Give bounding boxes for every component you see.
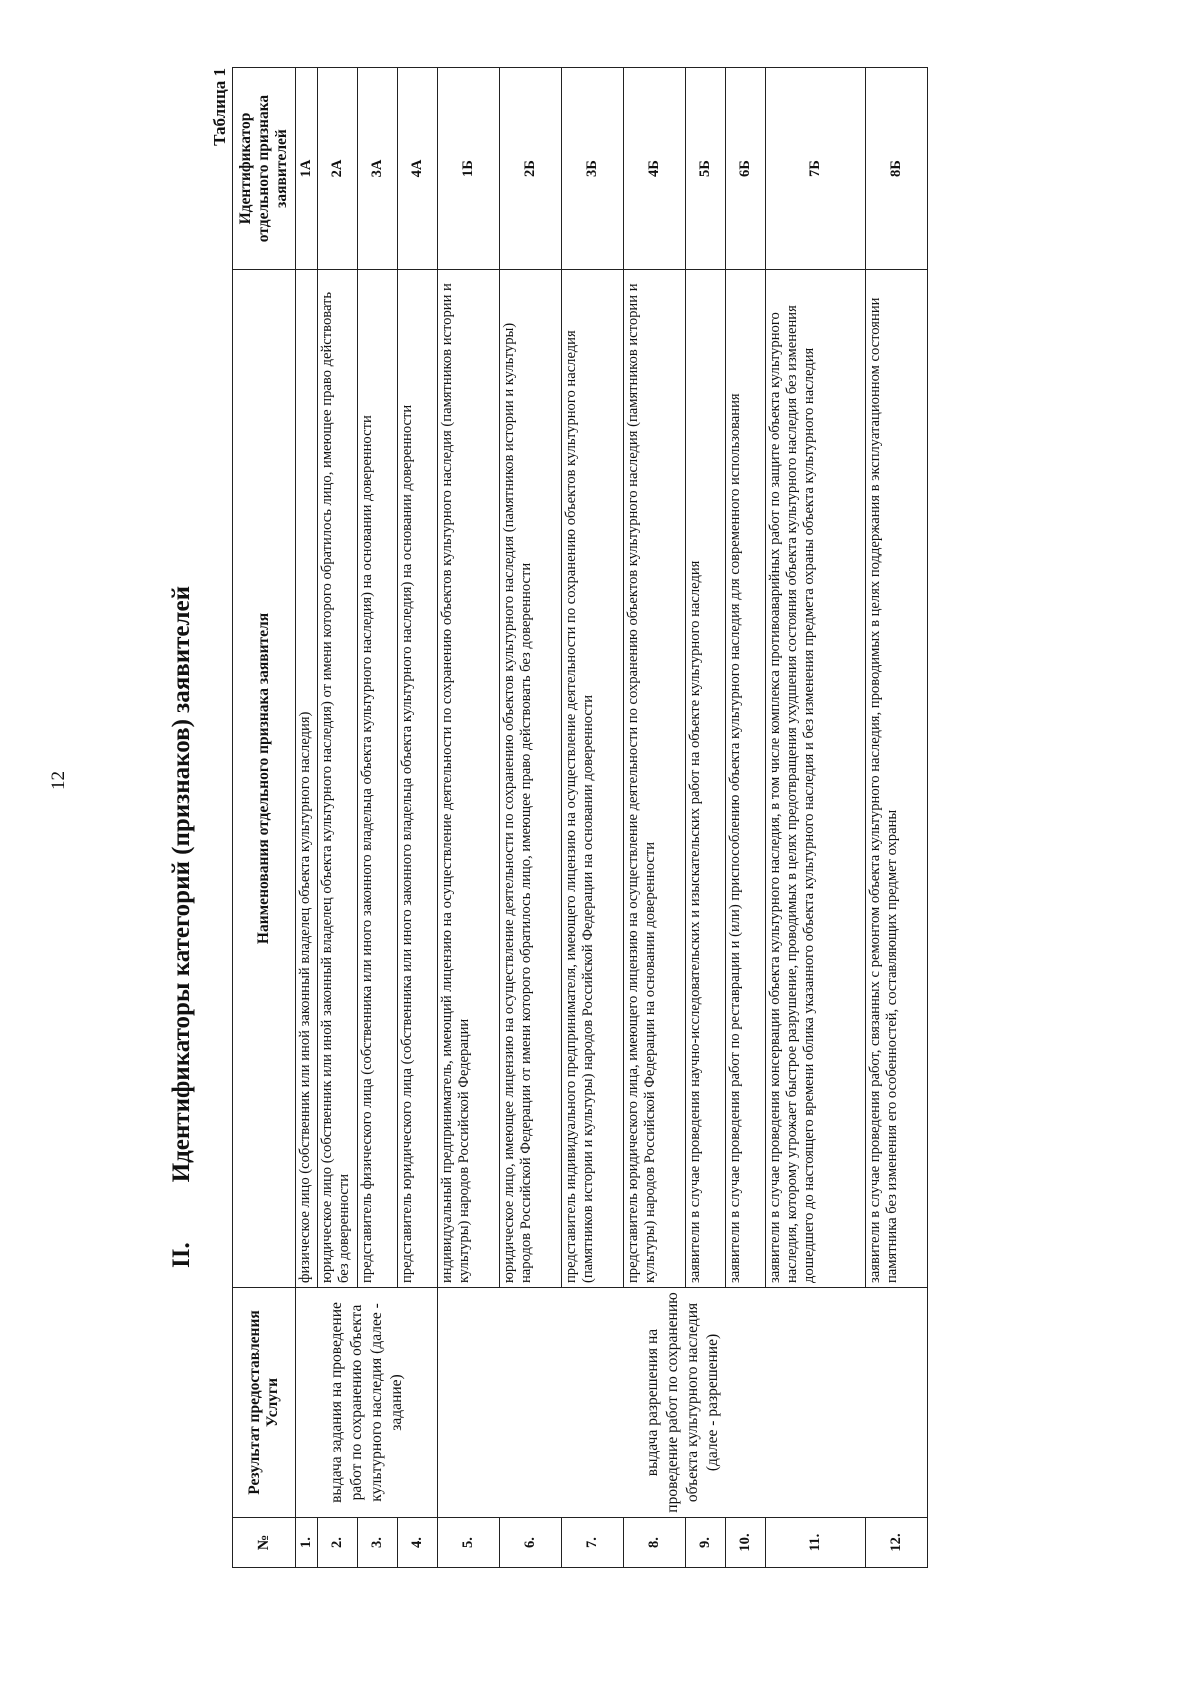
row-number: 8. xyxy=(624,1518,686,1568)
applicant-feature-name: заявители в случае проведения работ по реставрации и (или) приспособлению объекта культурного наследия для современного использования xyxy=(726,270,766,1288)
table-body xyxy=(296,68,928,1568)
row-number: 5. xyxy=(438,1518,500,1568)
row-number: 4. xyxy=(398,1518,438,1568)
applicant-feature-name: физическое лицо (собственник или иной законный владелец объекта культурного наследия) xyxy=(296,270,318,1288)
applicant-feature-code: 4А xyxy=(398,68,438,270)
header-name: Наименования отдельного признака заявителя xyxy=(233,270,296,1288)
applicant-feature-code: 3А xyxy=(358,68,398,270)
header-result: Результат предоставления Услуги xyxy=(233,1288,296,1518)
table-caption: Таблица 1 xyxy=(210,68,229,146)
applicant-feature-code: 1А xyxy=(296,68,318,270)
table-header-row xyxy=(233,68,296,1568)
applicant-feature-code: 2Б xyxy=(500,68,562,270)
applicant-feature-name: заявители в случае проведения научно-исследовательских и изыскательских работ на объекте культурного наследия xyxy=(686,270,726,1288)
page-number: 12 xyxy=(48,771,69,790)
applicant-feature-name: индивидуальный предприниматель, имеющий лицензию на осуществление деятельности по сохранению объектов культурного наследия (памятников истории и культуры) народов Российской Федерации xyxy=(438,270,500,1288)
row-number: 12. xyxy=(866,1518,928,1568)
service-result: выдача разрешения на проведение работ по сохранению объекта культурного наследия (далее - разрешение) xyxy=(438,1288,928,1518)
applicant-feature-code: 8Б xyxy=(866,68,928,270)
applicant-feature-name: заявители в случае проведения консервации объекта культурного наследия, в том числе комплекса противоаварийных работ по защите объекта культурного наследия, которому угрожает быстрое разрушение, проводимых в целях предотвращения ухудшения состояния объекта культурного наследия без изменения дошедшего до настоящего времени облика указанного объекта культурного наследия и без изменения предмета охраны объекта культурного наследия xyxy=(766,270,866,1288)
row-number: 3. xyxy=(358,1518,398,1568)
row-number: 6. xyxy=(500,1518,562,1568)
applicant-feature-name: представитель индивидуального предпринимателя, имеющего лицензию на осуществление деятельности по сохранению объектов культурного наследия (памятников истории и культуры) народов Российской Федерации на основании доверенности xyxy=(562,270,624,1288)
applicant-feature-name: представитель юридического лица (собственника или иного законного владельца объекта культурного наследия) на основании доверенности xyxy=(398,270,438,1288)
row-number: 2. xyxy=(318,1518,358,1568)
applicant-feature-code: 1Б xyxy=(438,68,500,270)
row-number: 10. xyxy=(726,1518,766,1568)
section-heading xyxy=(152,268,212,1268)
applicant-feature-code: 3Б xyxy=(562,68,624,270)
header-num: № xyxy=(233,1518,296,1568)
applicant-feature-code: 6Б xyxy=(726,68,766,270)
row-number: 1. xyxy=(296,1518,318,1568)
applicant-feature-code: 4Б xyxy=(624,68,686,270)
section-number: II. xyxy=(168,1242,195,1268)
applicant-feature-name: юридическое лицо (собственник или иной законный владелец объекта культурного наследия) от имени которого обратилось лицо, имеющее право действовать без доверенности xyxy=(318,270,358,1288)
applicant-feature-code: 2А xyxy=(318,68,358,270)
service-result: выдача задания на проведение работ по сохранению объекта культурного наследия (далее - задание) xyxy=(296,1288,438,1518)
applicant-feature-code: 7Б xyxy=(766,68,866,270)
table-row xyxy=(438,68,500,1568)
applicant-feature-code: 5Б xyxy=(686,68,726,270)
row-number: 7. xyxy=(562,1518,624,1568)
applicant-feature-name: представитель физического лица (собственника или иного законного владельца объекта культурного наследия) на основании доверенности xyxy=(358,270,398,1288)
applicant-feature-name: юридическое лицо, имеющее лицензию на осуществление деятельности по сохранению объектов культурного наследия (памятников истории и культуры) народов Российской Федерации от имени которого обратилось лицо, имеющее право действовать без доверенности xyxy=(500,270,562,1288)
rotated-content xyxy=(152,68,1037,1568)
header-code: Идентификатор отдельного признака заявителей xyxy=(233,68,296,270)
row-number: 9. xyxy=(686,1518,726,1568)
table-row xyxy=(296,68,318,1568)
applicant-feature-name: заявители в случае проведения работ, связанных с ремонтом объекта культурного наследия, проводимых в целях поддержания в эксплуатационном состоянии памятника без изменения его особенностей, составляющих предмет охраны xyxy=(866,270,928,1288)
section-title: Идентификаторы категорий (признаков) заявителей xyxy=(168,585,195,1183)
applicant-identifiers-table xyxy=(232,67,928,1568)
applicant-feature-name: представитель юридического лица, имеющего лицензию на осуществление деятельности по сохранению объектов культурного наследия (памятников истории и культуры) народов Российской Федерации на основании доверенности xyxy=(624,270,686,1288)
row-number: 11. xyxy=(766,1518,866,1568)
